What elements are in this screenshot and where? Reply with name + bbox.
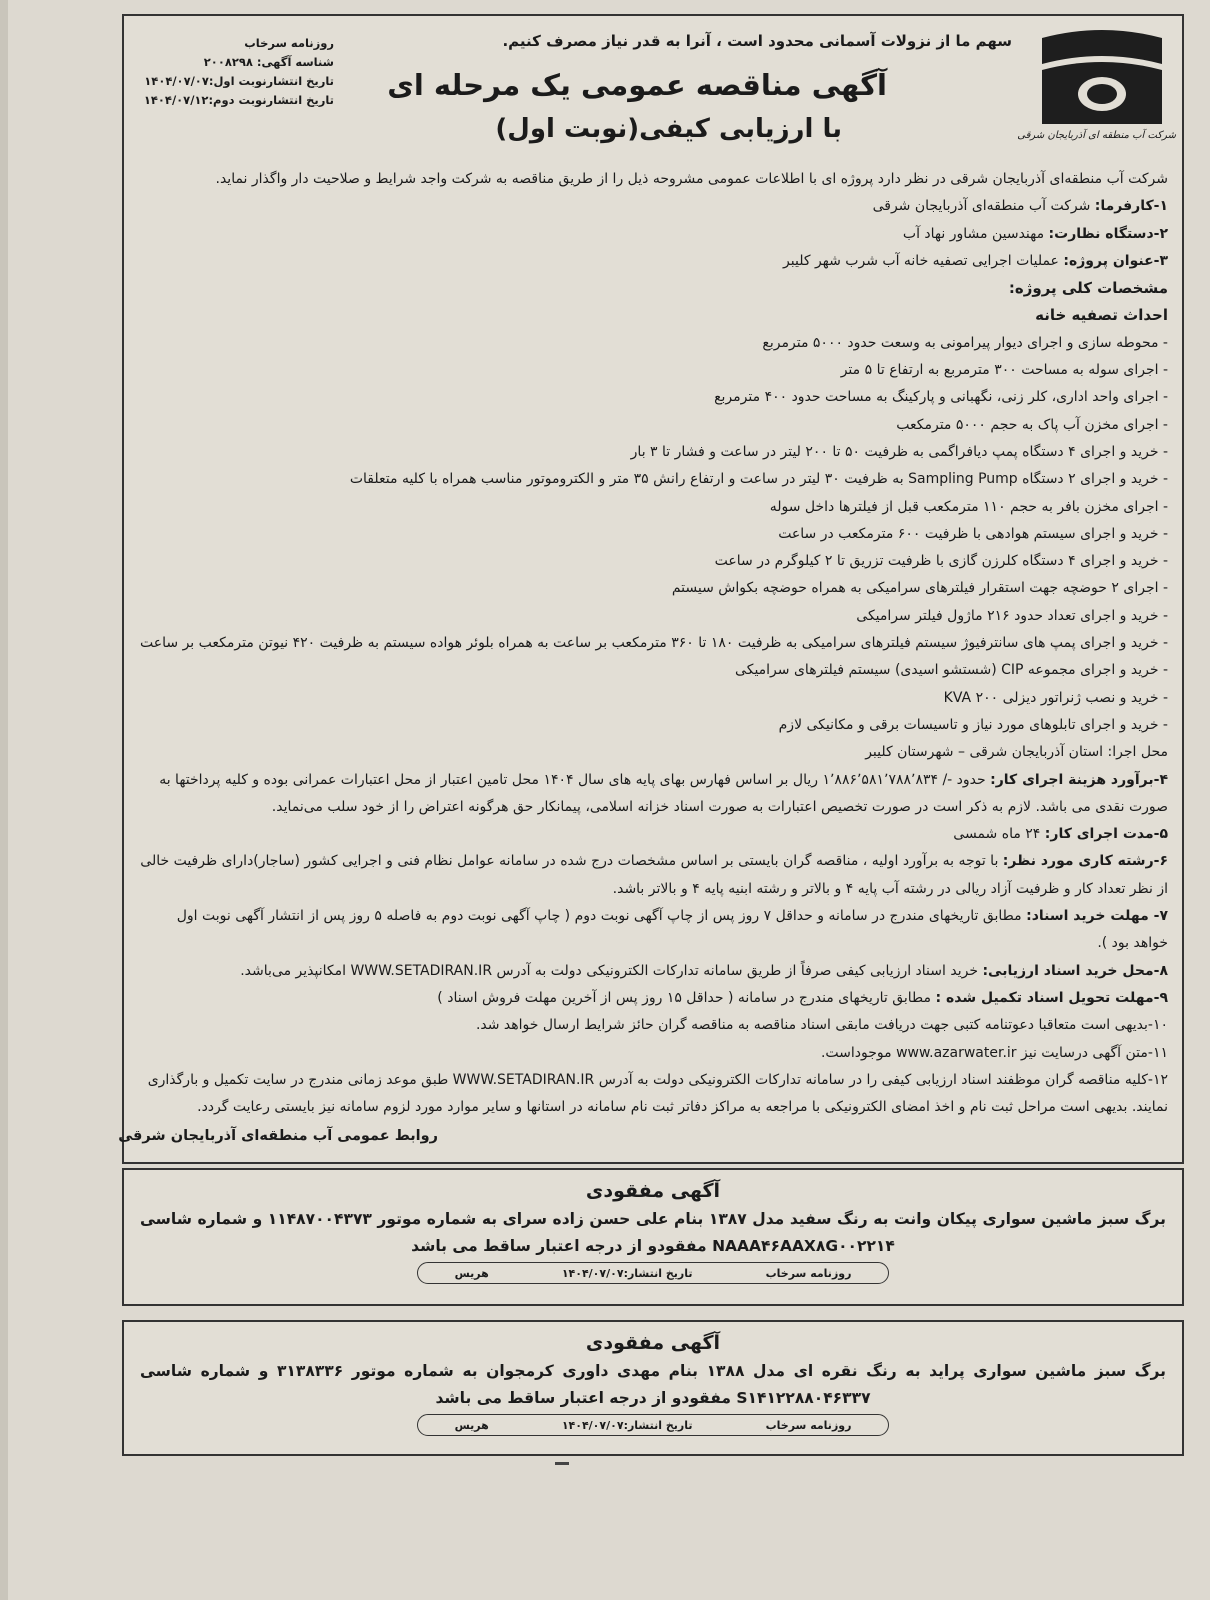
specs-heading: مشخصات کلی پروژه: xyxy=(1008,279,1168,298)
employer-line xyxy=(138,193,1168,220)
project-label: ۳-عنوان پروژه: xyxy=(1063,252,1168,269)
lost-notice-text: برگ سبز ماشین سواری پیکان وانت به رنگ سفید مدل ۱۳۸۷ بنام علی حسن زاده سرای به شماره موتور ۱۱۴۸۷۰۰۴۳۷۳ و شماره شاسی NAAA۴۶AAX۸G۰۰۲۲۱۴ مفقودو از درجه اعتبار ساقط می باشد xyxy=(140,1210,1166,1255)
tender-notice xyxy=(118,14,1184,1164)
spec-item: - اجرای ۲ حوضچه جهت استقرار فیلترهای سرامیکی به همراه حوضچه بکواش سیستم xyxy=(671,580,1168,597)
company-logo xyxy=(1017,28,1176,146)
supervisor-value: مهندسین مشاور نهاد آب xyxy=(902,225,1049,242)
stamp-city: هریس xyxy=(454,1266,489,1280)
spec-item: - اجرای سوله به مساحت ۳۰۰ مترمربع به ارتفاع تا ۵ متر xyxy=(840,362,1168,379)
publication-stamp xyxy=(417,1414,889,1436)
stamp-newspaper: روزنامه سرخاب xyxy=(765,1418,852,1432)
employer-label: ۱-کارفرما: xyxy=(1094,198,1168,215)
spec-item: - محوطه سازی و اجرای دیوار پیرامونی به وسعت حدود ۵۰۰۰ مترمربع xyxy=(762,334,1168,351)
plant-heading: احداث تصفیه خانه xyxy=(1035,306,1168,325)
stamp-date: تاریخ انتشار:۱۴۰۴/۰۷/۰۷ xyxy=(561,1418,693,1432)
stamp-newspaper: روزنامه سرخاب xyxy=(765,1266,852,1280)
publication-stamp xyxy=(417,1262,889,1284)
supervisor-label: ۲-دستگاه نظارت: xyxy=(1048,225,1168,242)
item-12: ۱۲-کلیه مناقصه گران موظفند اسناد ارزیابی کیفی را در سامانه تدارکات الکترونیکی دولت به آدرس WWW.SETADIRAN.IR طبق موعد زمانی مندرج در سایت تکمیل و بارگذاری نمایند. بدیهی است مراحل ثبت نام و اخذ امضای الکترونیکی با مراجعه به مراکز دفاتر ثبت نام سامانه در استانها و سایر موارد مورد لزوم سامانه نیز بایستی رعایت گردد. xyxy=(147,1071,1168,1116)
project-value: عملیات اجرایی تصفیه خانه آب شرب شهر کلیبر xyxy=(783,252,1064,269)
project-line xyxy=(138,248,1168,275)
publication-meta xyxy=(134,34,334,110)
place-label: ۸-محل خرید اسناد ارزیابی: xyxy=(982,962,1168,979)
place-line xyxy=(138,958,1168,985)
notice-title: آگهی مناقصه عمومی یک مرحله ای xyxy=(387,68,887,102)
intro-text: شرکت آب منطقه‌ای آذربایجان شرقی در نظر دارد پروژه ای با اطلاعات عمومی مشروحه ذیل را از طریق مناقصه به شرکت واجد شرایط و صلاحیت دار واگذار نماید. xyxy=(215,171,1168,187)
deadline-label: ۷- مهلت خرید اسناد: xyxy=(1026,908,1168,925)
first-publish-date: تاریخ انتشارنوبت اول:۱۴۰۴/۰۷/۰۷ xyxy=(144,74,334,88)
spec-item: - خرید و اجرای مجموعه CIP (شستشو اسیدی) سیستم فیلترهای سرامیکی xyxy=(735,662,1168,679)
supervisor-line xyxy=(138,221,1168,248)
cost-line xyxy=(138,767,1168,822)
deadline-line xyxy=(138,903,1168,958)
second-publish-date: تاریخ انتشارنوبت دوم:۱۴۰۴/۰۷/۱۲ xyxy=(143,93,334,107)
field-label: ۶-رشته کاری مورد نظر: xyxy=(1002,853,1168,870)
spec-item: - خرید و اجرای پمپ های سانترفیوژ سیستم فیلترهای سرامیکی به ظرفیت ۱۸۰ تا ۳۶۰ مترمکعب بر ساعت به همراه بلوئر هواده سیستم به ظرفیت ۴۲۰ نیوتن مترمکعب بر ساعت xyxy=(140,635,1168,652)
field-line xyxy=(138,848,1168,903)
duration-line xyxy=(138,821,1168,848)
stamp-city: هریس xyxy=(454,1418,489,1432)
item-10: ۱۰-بدیهی است متعاقبا دعوتنامه کتبی جهت دریافت مابقی اسناد مناقصه به مناقصه گران حائز شرایط ارسال خواهد شد. xyxy=(475,1017,1168,1034)
spec-item: - اجرای مخزن آب پاک به حجم ۵۰۰۰ مترمکعب xyxy=(896,416,1168,433)
spec-item: - خرید و اجرای ۲ دستگاه Sampling Pump به ظرفیت ۳۰ لیتر در ساعت و ارتفاع رانش ۳۵ متر و الکتروموتور مناسب همراه با کلیه متعلقات xyxy=(349,471,1168,488)
cost-value: حدود -/ ۱٬۸۸۶٬۵۸۱٬۷۸۸٬۸۳۴ ریال بر اساس فهارس بهای پایه های سال ۱۴۰۴ محل تامین اعتبار از محل اعتبارات عمرانی بوده و کلیه پرداختها به صورت نقدی می باشد. لازم به ذکر است در صورت تخصیص اعتبارات به صورت اسناد خزانه اسلامی، پیمانکار حق هرگونه اعتراض را از خود سلب می‌نماید. xyxy=(159,771,1168,815)
place-value: خرید اسناد ارزیابی کیفی صرفاً از طریق سامانه تدارکات الکترونیکی دولت به آدرس WWW.SETADIRAN.IR امکانپذیر می‌باشد. xyxy=(240,962,983,979)
spec-item: - اجرای واحد اداری، کلر زنی، نگهبانی و پارکینگ به مساحت حدود ۴۰۰ مترمربع xyxy=(714,389,1168,406)
spec-item: - خرید و اجرای ۴ دستگاه کلرزن گازی با ظرفیت تزریق تا ۲ کیلوگرم در ساعت xyxy=(714,553,1168,570)
stamp-date: تاریخ انتشار:۱۴۰۴/۰۷/۰۷ xyxy=(561,1266,693,1280)
spec-item: - خرید و اجرای تعداد حدود ۲۱۶ ماژول فیلتر سرامیکی xyxy=(856,607,1168,624)
logo-caption: شرکت آب منطقه ای آذربایجان شرقی xyxy=(1017,130,1176,141)
duration-value: ۲۴ ماه شمسی xyxy=(953,826,1045,843)
spec-item: - خرید و اجرای تابلوهای مورد نیاز و تاسیسات برقی و مکانیکی لازم xyxy=(778,716,1168,733)
duration-label: ۵-مدت اجرای کار: xyxy=(1044,826,1168,843)
signature: روابط عمومی آب منطقه‌ای آذربایجان شرقی xyxy=(118,1128,438,1145)
slogan: سهم ما از نزولات آسمانی محدود است ، آنرا به قدر نیاز مصرف کنیم. xyxy=(502,32,1012,50)
notice-subtitle: با ارزیابی کیفی(نوبت اول) xyxy=(495,114,842,144)
newspaper-name: روزنامه سرخاب xyxy=(244,36,334,50)
deadline-value: مطابق تاریخهای مندرج در سامانه و حداقل ۷ روز پس از چاپ آگهی نوبت دوم ( چاپ آگهی نوبت دوم به فاصله ۵ روز پس از انتشار آگهی نوبت اول خواهد بود ). xyxy=(176,908,1168,952)
delivery-line xyxy=(138,985,1168,1012)
lost-notice-title: آگهی مفقودی xyxy=(585,1332,721,1354)
ad-id: شناسه آگهی: ۲۰۰۸۲۹۸ xyxy=(203,55,334,69)
spec-item: - اجرای مخزن بافر به حجم ۱۱۰ مترمکعب قبل از فیلترها داخل سوله xyxy=(769,498,1168,515)
cost-label: ۴-برآورد هزینة اجرای کار: xyxy=(990,771,1168,788)
notice-header xyxy=(124,16,1182,166)
spec-item: - خرید و اجرای ۴ دستگاه پمپ دیافراگمی به ظرفیت ۵۰ تا ۲۰۰ لیتر در ساعت و فشار تا ۳ بار xyxy=(630,443,1168,460)
field-value: با توجه به برآورد اولیه ، مناقصه گران بایستی بر اساس مشخصات درج شده در سامانه عوامل نظام فنی و اجرایی کشور (ساجار)دارای ظرفیت خالی از نظر تعداد کار و ظرفیت آزاد ریالی در رشته آب پایه ۴ و بالاتر و رشته ابنیه پایه ۴ و بالاتر باشد. xyxy=(140,853,1168,897)
location-line: محل اجرا: استان آذربایجان شرقی – شهرستان کلیبر xyxy=(865,744,1168,761)
lost-notice-title: آگهی مفقودی xyxy=(585,1180,721,1202)
notice-body xyxy=(118,166,1182,1151)
lost-notice-2 xyxy=(122,1320,1184,1456)
separator-dash xyxy=(555,1462,569,1465)
delivery-label: ۹-مهلت تحویل اسناد تکمیل شده : xyxy=(935,989,1168,1006)
employer-value: شرکت آب منطقه‌ای آذربایجان شرقی xyxy=(872,198,1095,215)
water-drop-logo-icon xyxy=(1038,28,1166,128)
item-11: ۱۱-متن آگهی درسایت نیز www.azarwater.ir موجوداست. xyxy=(820,1044,1168,1061)
lost-notice-text: برگ سبز ماشین سواری پراید به رنگ نقره ای مدل ۱۳۸۸ بنام مهدی داوری کرمجوان به شماره موتور ۳۱۳۸۳۳۶ و شماره شاسی S۱۴۱۲۲۸۸۰۴۶۳۳۷ مفقودو از درجه اعتبار ساقط می باشد xyxy=(140,1362,1166,1407)
page-edge xyxy=(0,0,8,1600)
spec-item: - خرید و اجرای سیستم هوادهی با ظرفیت ۶۰۰ مترمکعب در ساعت xyxy=(778,525,1168,542)
spec-item: - خرید و نصب ژنراتور دیزلی ۲۰۰ KVA xyxy=(943,689,1168,706)
lost-notice-1 xyxy=(122,1168,1184,1306)
delivery-value: مطابق تاریخهای مندرج در سامانه ( حداقل ۱۵ روز پس از آخرین مهلت فروش اسناد ) xyxy=(437,989,936,1006)
